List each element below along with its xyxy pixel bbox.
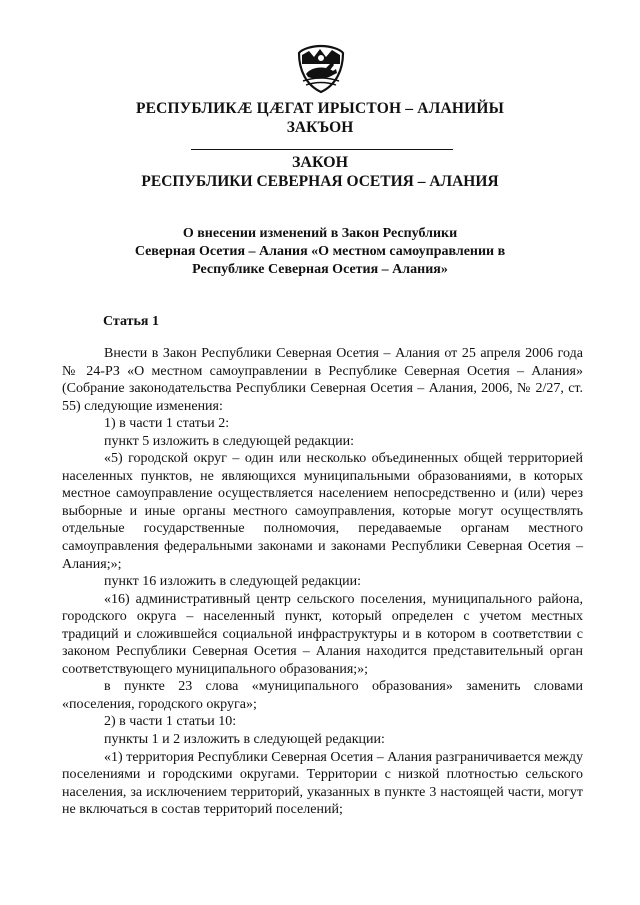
document-title-line: О внесении изменений в Закон Республики (182, 226, 458, 241)
body-paragraph: «16) административный центр сельского поселения, муниципального района, городского округа – населенный пункт, который определен с учетом местных традиций и сложившейся социальной инфраструктуры и в котором в соответствии с законом Республики Северная Осетия – Алания находится представительный орган соответствующего муниципального образования;»; (62, 591, 583, 677)
body-paragraph: 2) в части 1 статьи 10: (104, 714, 237, 730)
body-paragraph: «1) территория Республики Северная Осетия – Алания разграничивается между поселениями и городскими округами. Территории с низкой плотностью сельского населения, за исключением территорий, указанных в пункте 3 настоящей части, могут не включаться в состав территорий поселений; (62, 749, 583, 818)
document-title-line: Республике Северная Осетия – Алания» (192, 262, 448, 277)
body-paragraph: 1) в части 1 статьи 2: (104, 416, 230, 432)
republic-name: РЕСПУБЛИКИ СЕВЕРНАЯ ОСЕТИЯ – АЛАНИЯ (141, 173, 499, 190)
article-heading: Статья 1 (103, 314, 159, 329)
body-paragraph: пункты 1 и 2 изложить в следующей редакции: (104, 732, 385, 748)
coat-of-arms-icon (296, 44, 346, 94)
document-title-line: Северная Осетия – Алания «О местном самоуправлении в (134, 244, 506, 259)
body-paragraph: пункт 5 изложить в следующей редакции: (104, 433, 354, 449)
law-label: ЗАКОН (291, 154, 349, 171)
law-label-ossetian: ЗАКЪОН (286, 119, 354, 136)
body-paragraph: Внести в Закон Республики Северная Осетия – Алания от 25 апреля 2006 года № 24-РЗ «О местном самоуправлении в Республике Северная Осетия – Алания» (Собрание законодательства Республики Северная Осетия – Алания, 2006, № 2/27, ст. 55) следующие изменения: (62, 346, 583, 414)
republic-name-ossetian: РЕСПУБЛИКӔ ЦӔГАТ ИРЫСТОН – АЛАНИЙЫ (135, 100, 505, 117)
body-paragraph: «5) городской округ – один или несколько объединенных общей территорией населенных пунктов, не являющихся муниципальными образованиями, в которых местное самоуправление осуществляется населением непосредственно и (или) через выборные и иные органы местного самоуправления, которые могут осуществлять отдельные государственные полномочия, передаваемые органам местного самоуправления федеральными законами и законами Республики Северная Осетия – Алания;»; (62, 451, 583, 572)
header-divider (191, 149, 453, 150)
body-paragraph: в пункте 23 слова «муниципального образования» заменить словами «поселения, городского округа»; (62, 679, 583, 712)
body-paragraph: пункт 16 изложить в следующей редакции: (104, 574, 361, 590)
document-body (62, 345, 583, 819)
